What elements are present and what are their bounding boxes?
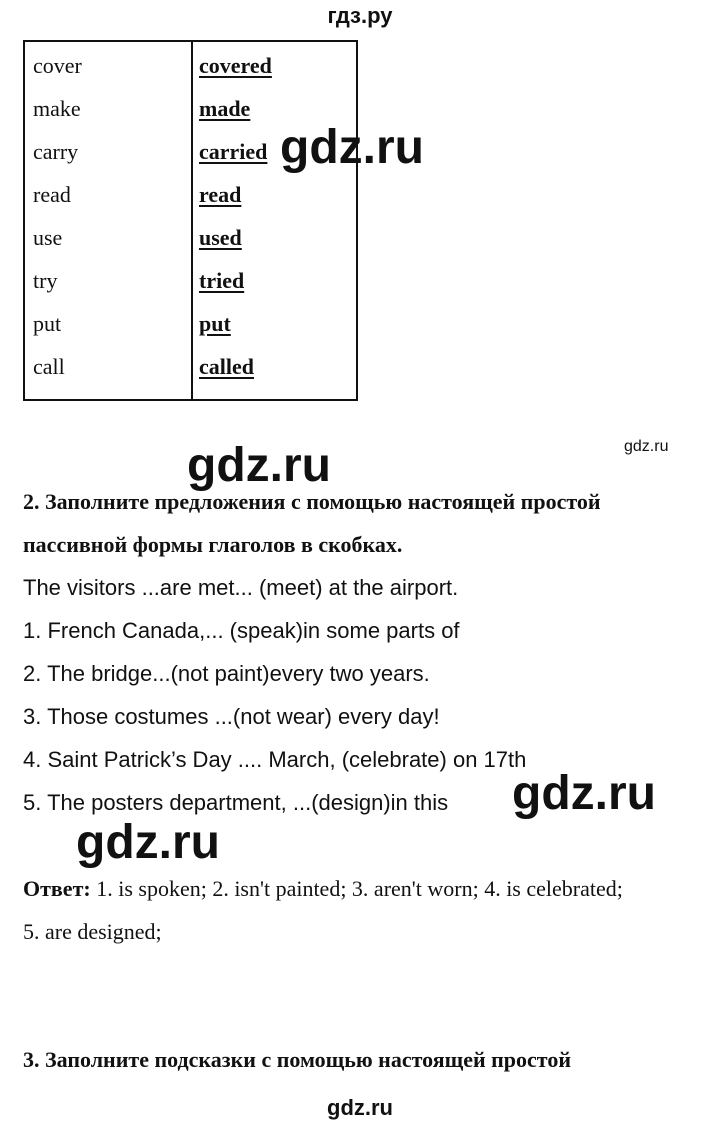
watermark: gdz.ru — [187, 439, 331, 492]
answer-text: 1. is spoken; 2. isn't painted; 3. aren't worn; 4. is celebrated; — [90, 876, 623, 901]
task2-item: 5. The posters department, ...(design)in this — [23, 790, 449, 815]
task2-answer-line1 — [23, 875, 623, 903]
table-cell-past: covered — [199, 53, 272, 78]
task2-example: The visitors ...are met... (meet) at the airport. — [23, 575, 459, 600]
watermark: gdz.ru — [280, 121, 424, 174]
watermark: gdz.ru — [76, 816, 220, 869]
table-cell-past: tried — [199, 268, 245, 293]
table-cell-past: carried — [199, 139, 268, 164]
watermark: gdz.ru — [512, 767, 656, 820]
table-cell-base: put — [33, 311, 62, 336]
table-cell-past: read — [199, 182, 242, 207]
table-cell-base: make — [33, 96, 81, 121]
task3-title: 3. Заполните подсказки с помощью настоящей простой — [23, 1047, 572, 1072]
table-cell-base: use — [33, 225, 63, 250]
table-column-divider — [191, 42, 193, 399]
task2-title-line2: пассивной формы глаголов в скобках. — [23, 532, 403, 557]
site-header: гдз.ру — [327, 3, 393, 28]
task2-item: 2. The bridge...(not paint)every two years. — [23, 661, 430, 686]
table-cell-base: read — [33, 182, 71, 207]
site-footer: gdz.ru — [327, 1095, 393, 1120]
task2-item: 4. Saint Patrick’s Day .... March, (celebrate) on 17th — [23, 747, 527, 772]
table-cell-past: put — [199, 311, 231, 336]
table-cell-base: cover — [33, 53, 82, 78]
verb-table — [23, 40, 358, 401]
task2-answer-line2: 5. are designed; — [23, 919, 162, 944]
task2-item: 3. Those costumes ...(not wear) every day! — [23, 704, 440, 729]
task2-item: 1. French Canada,... (speak)in some parts of — [23, 618, 460, 643]
task2-title-line1: 2. Заполните предложения с помощью настоящей простой — [23, 489, 601, 514]
answer-label: Ответ: — [23, 876, 91, 901]
table-cell-base: call — [33, 354, 65, 379]
table-cell-past: used — [199, 225, 242, 250]
table-cell-past: called — [199, 354, 254, 379]
table-cell-base: try — [33, 268, 58, 293]
table-cell-base: carry — [33, 139, 79, 164]
table-cell-past: made — [199, 96, 251, 121]
watermark-small: gdz.ru — [624, 438, 669, 455]
